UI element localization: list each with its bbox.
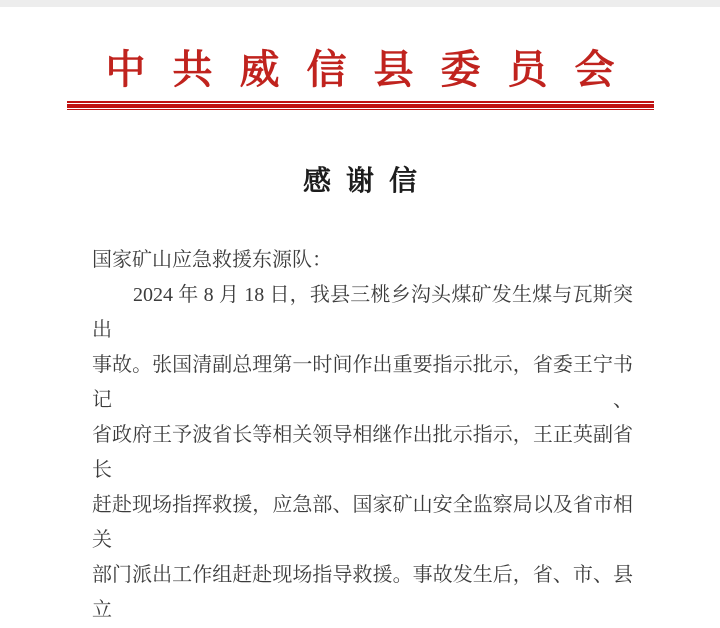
document-title [0,167,720,196]
document-title-text: 感谢信 [302,166,432,197]
body-line: 赶赴现场指挥救援，应急部、国家矿山安全监察局以及省市相关 [92,494,633,551]
body-line: 事故。张国清副总理第一时间作出重要指示批示，省委王宁书记、 [92,354,633,411]
letterhead-separator-line [67,101,654,110]
separator-thin-bottom-line [67,109,654,110]
letter-body [92,243,633,628]
body-line: 部门派出工作组赶赴现场指导救援。事故发生后，省、市、县立 [92,564,633,621]
letterhead [0,47,720,92]
letterhead-org-name: 中共威信县委员会 [105,47,642,92]
body-line: 省政府王予波省长等相关领导相继作出批示指示，王正英副省长 [92,424,633,481]
page-top-edge [0,0,720,7]
salutation-line: 国家矿山应急救援东源队： [92,249,332,271]
body-line: 2024 年 8 月 18 日，我县三桃乡沟头煤矿发生煤与瓦斯突出 [92,284,633,341]
